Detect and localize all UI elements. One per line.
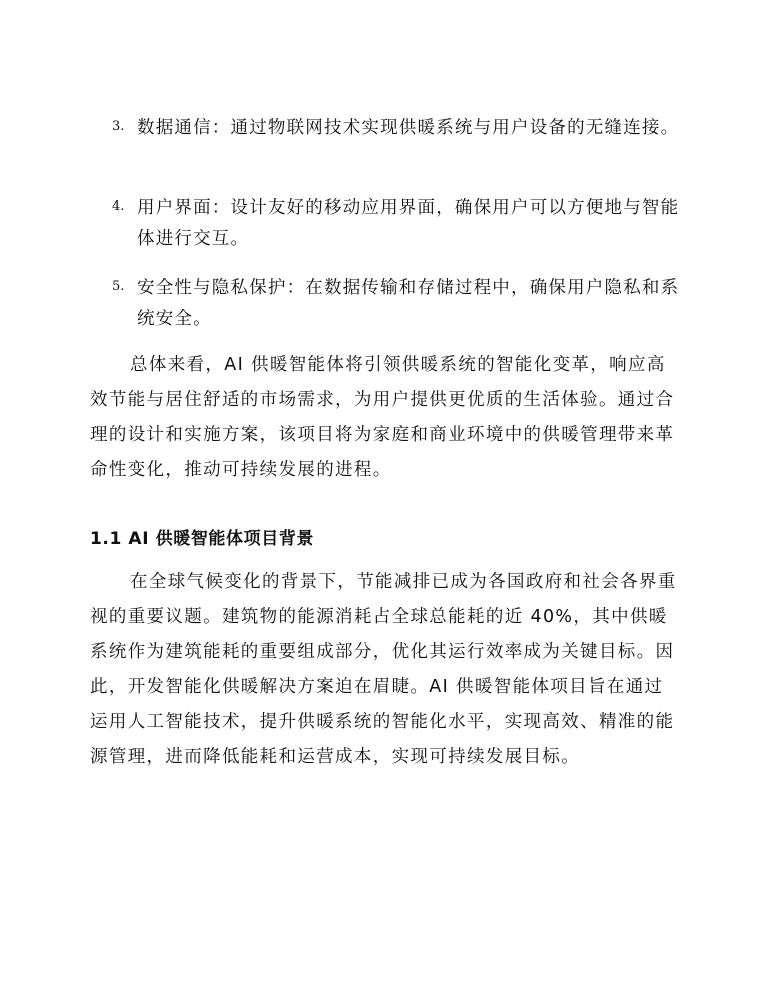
section-heading: 1.1 AI 供暖智能体项目背景 [90,529,315,549]
summary-paragraph: 总体来看，AI 供暖智能体将引领供暖系统的智能化变革，响应高效节能与居住舒适的市场需求，为用户提供更优质的生活体验。通过合理的设计和实施方案，该项目将为家庭和商业环境中的供暖管理带来革命性变化，推动可持续发展的进程。 [90,355,675,480]
list-number: 3. [112,119,125,134]
list-number: 4. [112,199,125,214]
background-paragraph: 在全球气候变化的背景下，节能减排已成为各国政府和社会各界重视的重要议题。建筑物的能源消耗占全球总能耗的近 40%，其中供暖系统作为建筑能耗的重要组成部分，优化其运行效率成为关键目标。因此，开发智能化供暖解决方案迫在眉睫。AI 供暖智能体项目旨在通过运用人工智能技术，提升供暖系统的智能化水平，实现高效、精准的能源管理，进而降低能耗和运营成本，实现可持续发展目标。 [90,572,677,767]
list-number: 5. [112,279,125,294]
list-item-text: 用户界面：设计友好的移动应用界面，确保用户可以方便地与智能体进行交互。 [137,198,680,249]
list-item-text: 数据通信：通过物联网技术实现供暖系统与用户设备的无缝连接。 [137,118,680,138]
list-item-text: 安全性与隐私保护：在数据传输和存储过程中，确保用户隐私和系统安全。 [137,278,680,329]
